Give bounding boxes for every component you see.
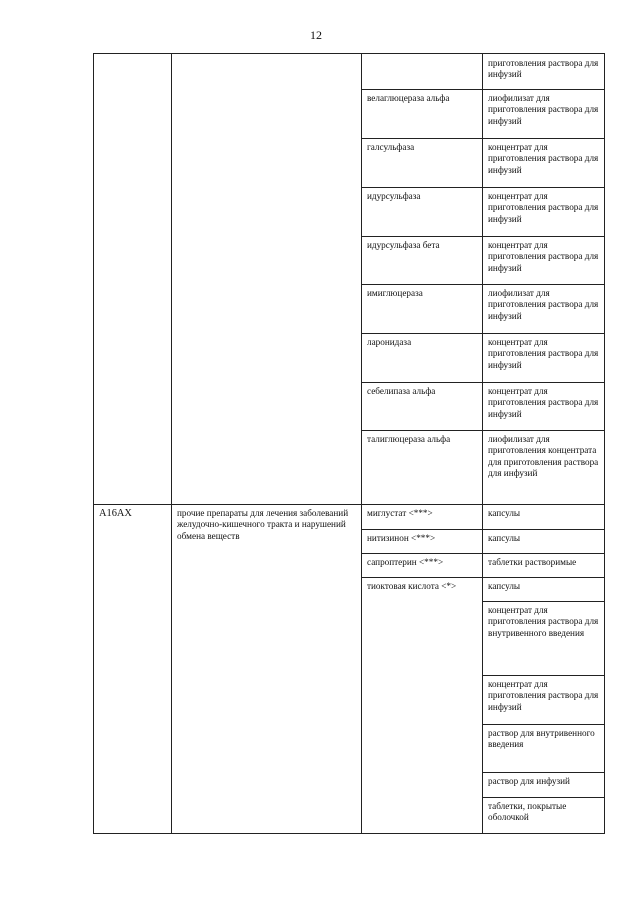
page-number: 12: [310, 28, 322, 42]
drug-name-cell: [362, 54, 483, 90]
dosage-form-cell: лиофилизат для приготовления концентрата для приготовления раствора для инфузий: [483, 431, 605, 505]
group-title-cell: [172, 54, 362, 505]
dosage-form-cell: таблетки, покрытые оболочкой: [483, 798, 605, 834]
dosage-form-cell: приготовления раствора для инфузий: [483, 54, 605, 90]
drug-name-cell: идурсульфаза: [362, 188, 483, 237]
dosage-form-cell: капсулы: [483, 530, 605, 554]
drug-name-cell: себелипаза альфа: [362, 383, 483, 431]
dosage-form-cell: концентрат для приготовления раствора для инфузий: [483, 237, 605, 285]
group-title-cell: прочие препараты для лечения заболеваний желудочно-кишечного тракта и нарушений обмена веществ: [172, 505, 362, 834]
drug-name-cell: сапроптерин <***>: [362, 554, 483, 578]
drug-name-cell: имиглюцераза: [362, 285, 483, 334]
dosage-form-cell: капсулы: [483, 505, 605, 530]
drug-name-cell: тиоктовая кислота <*>: [362, 578, 483, 834]
drug-name-cell: велаглюцераза альфа: [362, 90, 483, 139]
dosage-form-cell: раствор для инфузий: [483, 773, 605, 798]
dosage-form-cell: концентрат для приготовления раствора для внутривенного введения: [483, 602, 605, 676]
drug-name-cell: ларонидаза: [362, 334, 483, 383]
dosage-form-cell: капсулы: [483, 578, 605, 602]
drug-name-cell: миглустат <***>: [362, 505, 483, 530]
dosage-form-cell: лиофилизат для приготовления раствора для инфузий: [483, 90, 605, 139]
dosage-form-cell: концентрат для приготовления раствора для инфузий: [483, 334, 605, 383]
drug-name-cell: галсульфаза: [362, 139, 483, 188]
dosage-form-cell: лиофилизат для приготовления раствора для инфузий: [483, 285, 605, 334]
dosage-form-cell: раствор для внутривенного введения: [483, 725, 605, 773]
atc-code-cell: A16AX: [94, 505, 172, 834]
atc-code-cell: [94, 54, 172, 505]
drug-name-cell: талиглюцераза альфа: [362, 431, 483, 505]
dosage-form-cell: концентрат для приготовления раствора для инфузий: [483, 139, 605, 188]
drug-table: [93, 53, 605, 834]
dosage-form-cell: концентрат для приготовления раствора для инфузий: [483, 676, 605, 725]
dosage-form-cell: концентрат для приготовления раствора для инфузий: [483, 383, 605, 431]
drug-name-cell: идурсульфаза бета: [362, 237, 483, 285]
drug-name-cell: нитизинон <***>: [362, 530, 483, 554]
dosage-form-cell: таблетки растворимые: [483, 554, 605, 578]
table-row: [94, 54, 605, 90]
table-row: [94, 505, 605, 530]
dosage-form-cell: концентрат для приготовления раствора для инфузий: [483, 188, 605, 237]
